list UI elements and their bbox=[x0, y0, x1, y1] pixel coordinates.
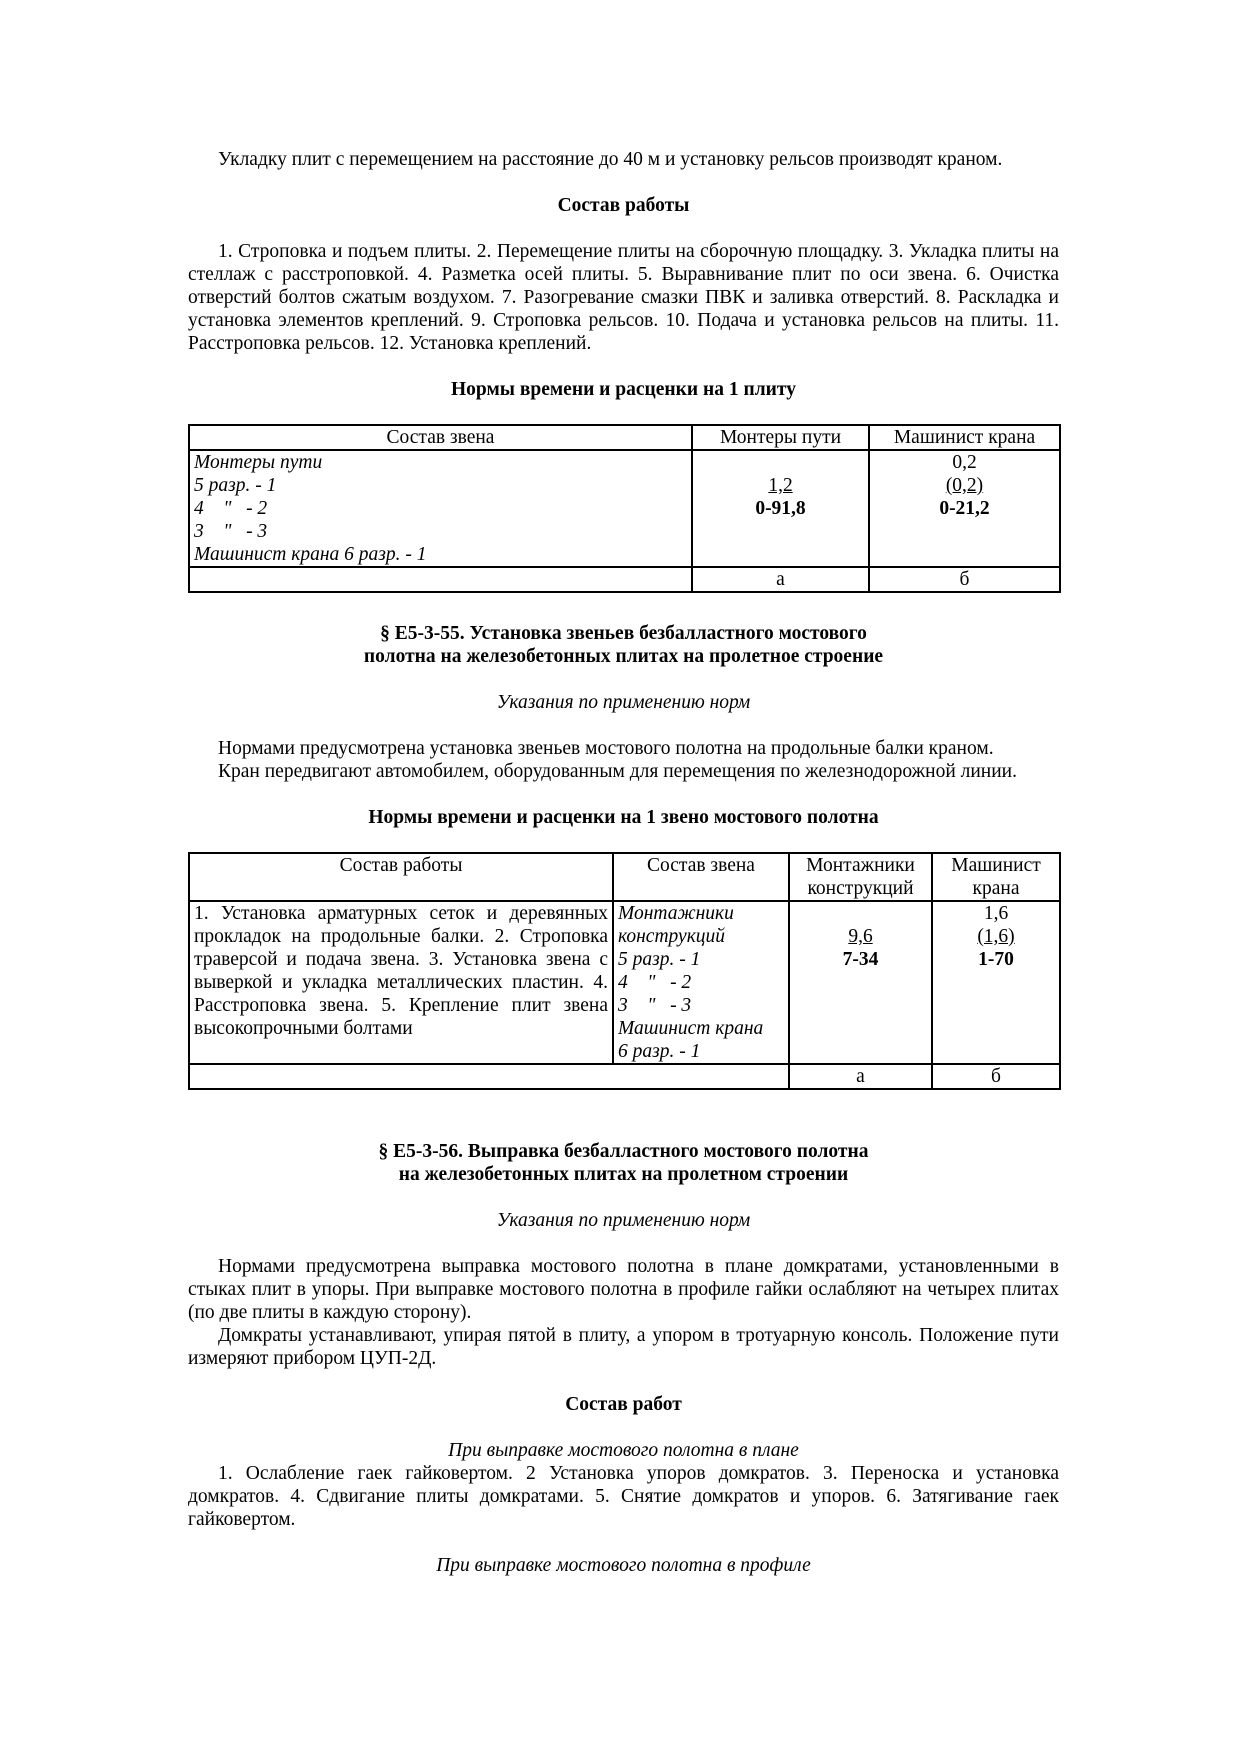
table2-header-crane-operator: Машинист крана bbox=[932, 853, 1060, 901]
time-norm: 9,6 bbox=[848, 926, 873, 947]
table1-header-crane-operator: Машинист крана bbox=[869, 425, 1060, 450]
crew-line: Машинист крана bbox=[618, 1018, 764, 1039]
application-notes-heading: Указания по применению норм bbox=[496, 692, 751, 713]
section-title-e5-3-56-line2: на железобетонных плитах на пролетном строении bbox=[398, 1164, 849, 1185]
price-rate: 7-34 bbox=[842, 949, 879, 970]
work-composition-paragraph: 1. Строповка и подъем плиты. 2. Перемещение плиты на сборочную площадку. 3. Укладка плиты на стеллаж с расстроповкой. 4. Разметка осей плиты. 5. Выравнивание плит по оси звена. 6. Очистка отверстий болтов сжатым воздухом. 7. Разогревание смазки ПВК и заливка отверстий. 8. Раскладка и установка элементов креплений. 9. Строповка рельсов. 10. Подача и установка рельсов на плиты. 11. Расстроповка рельсов. 12. Установка креплений. bbox=[188, 241, 1059, 354]
price-rate: 0-21,2 bbox=[939, 498, 990, 519]
crew-line: 6 разр. - 1 bbox=[618, 1041, 701, 1062]
section-title-e5-3-55-line2: полотна на железобетонных плитах на пролетное строение bbox=[363, 646, 884, 667]
norms-table-plate bbox=[188, 424, 1061, 593]
section-title-e5-3-56-line1: § Е5-3-56. Выправка безбалластного мостового полотна bbox=[378, 1141, 869, 1162]
crew-line: 5 разр. - 1 bbox=[618, 949, 701, 970]
notes-paragraph-1: Нормами предусмотрена выправка мостового полотна в плане домкратами, установленными в стыках плит в упоры. При выправке мостового полотна в профиле гайки ослабляют на четырех плитах (по две плиты в каждую сторону). bbox=[188, 1256, 1059, 1323]
table1-footer-a: а bbox=[692, 567, 869, 592]
section-heading-work: Состав работы bbox=[557, 195, 690, 216]
crew-line: 5 разр. - 1 bbox=[194, 475, 277, 496]
table2-crane-operator-values bbox=[932, 901, 1060, 1064]
table2-header-installers: Монтажники конструкций bbox=[789, 853, 932, 901]
table1-header-crew: Состав звена bbox=[189, 425, 692, 450]
price-rate: 0-91,8 bbox=[755, 498, 806, 519]
application-notes-heading: Указания по применению норм bbox=[496, 1210, 751, 1231]
crew-line: 4 " - 2 bbox=[618, 972, 692, 993]
plan-works-paragraph: 1. Ослабление гаек гайковертом. 2 Установка упоров домкратов. 3. Переноска и установка домкратов. 4. Сдвигание плиты домкратами. 5. Снятие домкратов и упоров. 6. Затягивание гаек гайковертом. bbox=[188, 1463, 1059, 1530]
table1-crew-cell bbox=[189, 450, 692, 567]
table2-header-work: Состав работы bbox=[189, 853, 613, 901]
table2-title: Нормы времени и расценки на 1 звено мостового полотна bbox=[368, 807, 879, 828]
document-page bbox=[188, 148, 1059, 1577]
crew-line: 4 " - 2 bbox=[194, 498, 268, 519]
crew-line: конструкций bbox=[618, 926, 726, 947]
table1-crane-operator-values bbox=[869, 450, 1060, 567]
table1-track-fitters-values bbox=[692, 450, 869, 567]
table1-header-track-fitters: Монтеры пути bbox=[692, 425, 869, 450]
notes-paragraph-1: Нормами предусмотрена установка звеньев мостового полотна на продольные балки краном. bbox=[218, 738, 994, 759]
section-heading-works: Состав работ bbox=[565, 1394, 682, 1415]
time-norm: (0,2) bbox=[945, 475, 984, 496]
table1-footer-empty bbox=[189, 567, 692, 592]
table2-footer-empty bbox=[189, 1064, 789, 1089]
section-title-e5-3-55-line1: § Е5-3-55. Установка звеньев безбалластного мостового bbox=[380, 623, 867, 644]
time-norm: (1,6) bbox=[977, 926, 1015, 947]
crew-line: 3 " - 3 bbox=[194, 521, 268, 542]
table1-footer-b: б bbox=[869, 567, 1060, 592]
table2-footer-a: а bbox=[789, 1064, 932, 1089]
time-norm-top: 0,2 bbox=[952, 452, 977, 473]
time-norm-top: 1,6 bbox=[983, 903, 1009, 924]
table2-footer-b: б bbox=[932, 1064, 1060, 1089]
table2-header-crew: Состав звена bbox=[613, 853, 789, 901]
table2-work-cell: 1. Установка арматурных сеток и деревянных прокладок на продольные балки. 2. Строповка траверсой и подача звена. 3. Установка звена с выверкой и укладка металлических пластин. 4. Расстроповка звена. 5. Крепление плит звена высокопрочными болтами bbox=[189, 901, 613, 1064]
crew-line: Монтажники bbox=[618, 903, 734, 924]
table2-installers-values bbox=[789, 901, 932, 1064]
notes-paragraph-2: Домкраты устанавливают, упирая пятой в плиту, а упором в тротуарную консоль. Положение пути измеряют прибором ЦУП-2Д. bbox=[188, 1325, 1059, 1369]
table1-title: Нормы времени и расценки на 1 плиту bbox=[451, 379, 796, 400]
crew-line: Монтеры пути bbox=[194, 452, 323, 473]
norms-table-link bbox=[188, 852, 1061, 1090]
crew-line: 3 " - 3 bbox=[618, 995, 692, 1016]
subheading-profile: При выправке мостового полотна в профиле bbox=[436, 1555, 811, 1576]
notes-paragraph-2: Кран передвигают автомобилем, оборудованным для перемещения по железнодорожной линии. bbox=[218, 761, 1017, 782]
time-norm: 1,2 bbox=[768, 475, 793, 496]
intro-paragraph: Укладку плит с перемещением на расстояние до 40 м и установку рельсов производят краном. bbox=[218, 149, 1003, 170]
table2-crew-cell bbox=[613, 901, 789, 1064]
subheading-plan: При выправке мостового полотна в плане bbox=[448, 1440, 799, 1461]
price-rate: 1-70 bbox=[978, 949, 1014, 970]
crew-line: Машинист крана 6 разр. - 1 bbox=[194, 544, 427, 565]
